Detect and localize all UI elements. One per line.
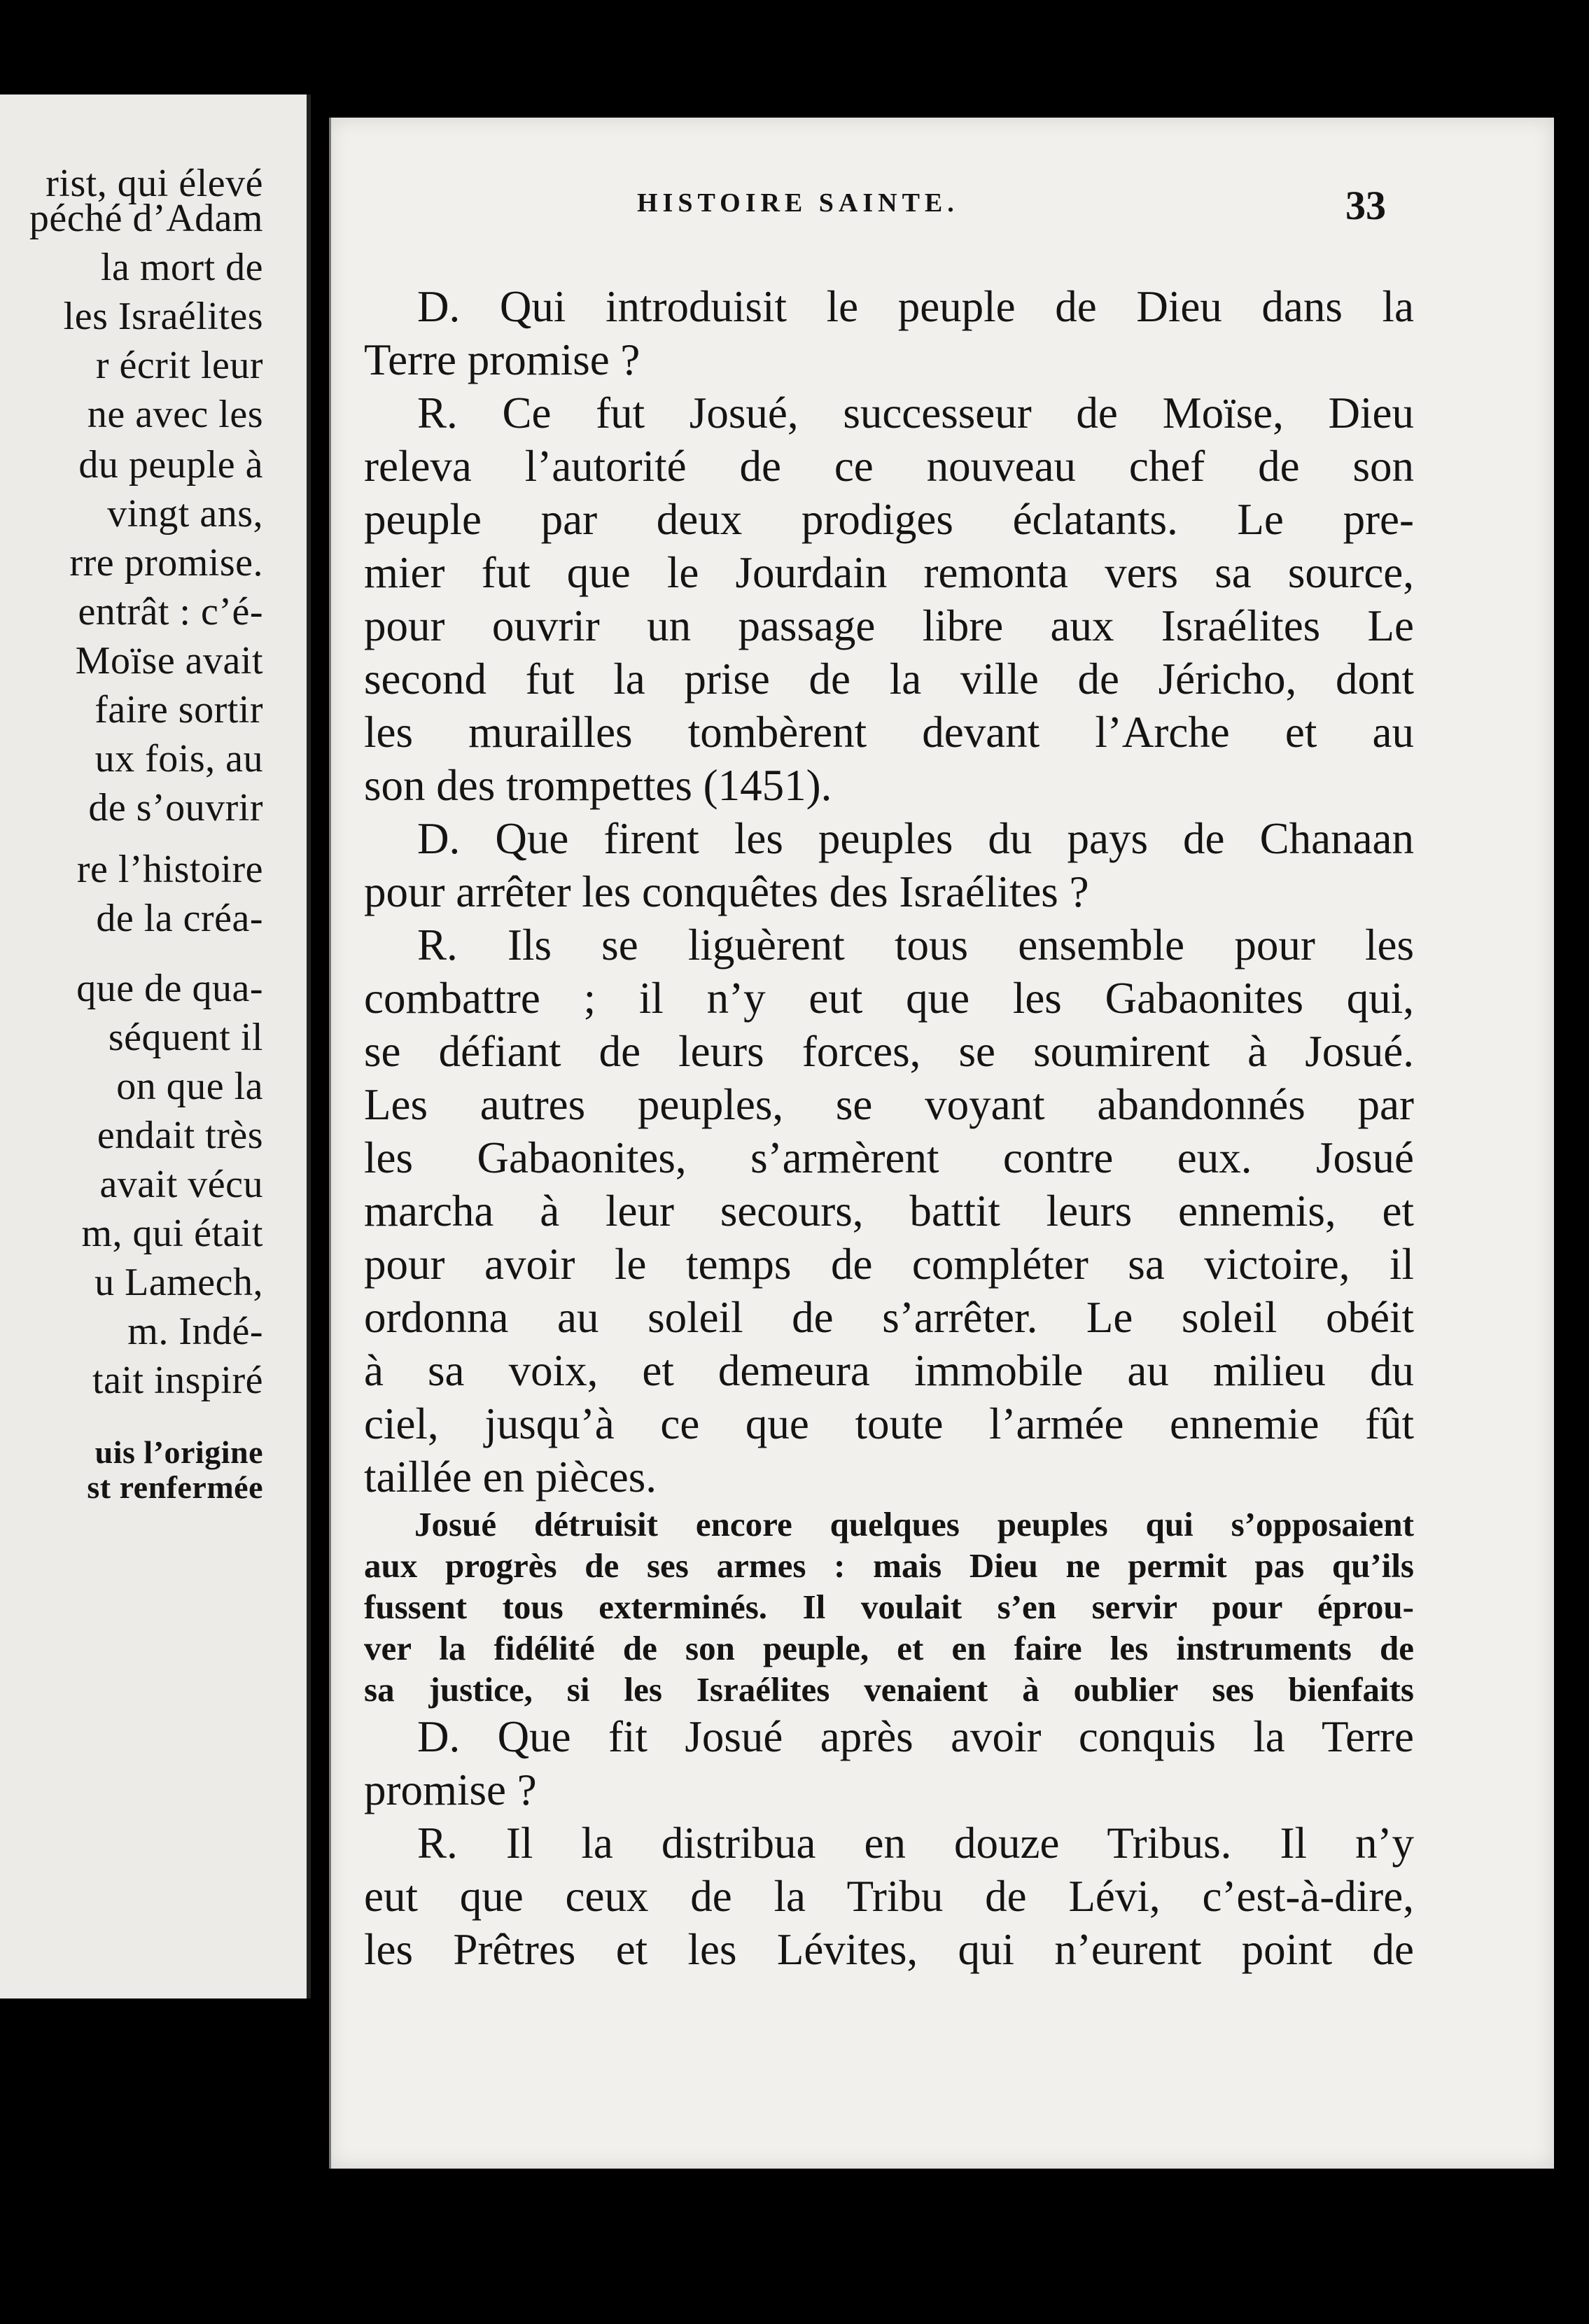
body-text bbox=[364, 280, 1414, 1976]
text-line: R. Il la distribua en douze Tribus. Il n’y bbox=[417, 1819, 1414, 1868]
left-page-line: ux fois, au bbox=[94, 737, 263, 780]
text-line: taillée en pièces. bbox=[364, 1452, 657, 1502]
text-line: ordonna au soleil de s’arrêter. Le soleil obéit bbox=[364, 1293, 1414, 1342]
left-page-line: re l’histoire bbox=[76, 848, 263, 891]
text-line: D. Que fit Josué après avoir conquis la Terre bbox=[417, 1712, 1414, 1761]
text-line: Les autres peuples, se voyant abandonnés par bbox=[364, 1080, 1414, 1129]
left-page-line: rre promise. bbox=[69, 541, 263, 584]
left-page-line: Moïse avait bbox=[75, 639, 263, 682]
running-head: HISTOIRE SAINTE. bbox=[637, 188, 959, 218]
text-line: combattre ; il n’y eut que les Gabaonites qui, bbox=[364, 974, 1414, 1023]
left-page-line: séquent il bbox=[108, 1016, 263, 1059]
text-line: pour avoir le temps de compléter sa victoire, il bbox=[364, 1240, 1414, 1289]
text-line: ciel, jusqu’à ce que toute l’armée ennemie fût bbox=[364, 1399, 1414, 1448]
left-page-line: vingt ans, bbox=[107, 492, 263, 536]
page-number: 33 bbox=[1345, 183, 1386, 228]
left-page-line: avait vécu bbox=[99, 1163, 263, 1206]
text-line: pour ouvrir un passage libre aux Israélites Le bbox=[364, 601, 1414, 650]
text-line: se défiant de leurs forces, se soumirent à Josué. bbox=[364, 1027, 1414, 1076]
left-page-line: rist, qui élevé bbox=[46, 162, 263, 205]
left-page-line: de la créa- bbox=[96, 897, 263, 940]
text-line: à sa voix, et demeura immobile au milieu du bbox=[364, 1346, 1414, 1395]
text-line: eut que ceux de la Tribu de Lévi, c’est-à-dire, bbox=[364, 1872, 1414, 1921]
left-page-line: péché d’Adam bbox=[29, 197, 263, 240]
left-page-line: du peuple à bbox=[78, 443, 263, 486]
left-page-line: m, qui était bbox=[81, 1212, 263, 1255]
text-line: peuple par deux prodiges éclatants. Le pre- bbox=[364, 495, 1414, 544]
left-page-line: que de qua- bbox=[76, 967, 263, 1010]
text-line: D. Qui introduisit le peuple de Dieu dans la bbox=[417, 282, 1414, 331]
footnote-line: ver la fidélité de son peuple, et en faire les instruments de bbox=[364, 1629, 1414, 1667]
text-line: R. Ils se liguèrent tous ensemble pour les bbox=[417, 920, 1414, 969]
page-edge bbox=[329, 118, 331, 2169]
left-page-line: m. Indé- bbox=[127, 1310, 263, 1353]
text-line: promise ? bbox=[364, 1765, 537, 1814]
left-page-line: endait très bbox=[97, 1114, 263, 1157]
text-line: pour arrêter les conquêtes des Israélites ? bbox=[364, 867, 1089, 916]
text-line: son des trompettes (1451). bbox=[364, 761, 832, 810]
text-line: mier fut que le Jourdain remonta vers sa source, bbox=[364, 548, 1414, 597]
left-page-line: tait inspiré bbox=[92, 1359, 263, 1402]
left-page-line: r écrit leur bbox=[95, 344, 263, 387]
footnote-line: sa justice, si les Israélites venaient à oublier ses bienfaits bbox=[364, 1670, 1414, 1709]
left-page-line: de s’ouvrir bbox=[88, 786, 263, 830]
footnote-line: aux progrès de ses armes : mais Dieu ne permit pas qu’ils bbox=[364, 1546, 1414, 1585]
footnote-line: fussent tous exterminés. Il voulait s’en servir pour éprou- bbox=[364, 1588, 1414, 1626]
text-line: les Gabaonites, s’armèrent contre eux. Josué bbox=[364, 1133, 1414, 1182]
left-page-line: st renfermée bbox=[87, 1469, 263, 1505]
text-line: marcha à leur secours, battit leurs ennemis, et bbox=[364, 1186, 1414, 1236]
text-line: D. Que firent les peuples du pays de Chanaan bbox=[417, 814, 1414, 863]
left-page-line: les Israélites bbox=[63, 295, 263, 338]
left-page-line: on que la bbox=[116, 1065, 263, 1108]
left-page-line: faire sortir bbox=[94, 688, 263, 732]
text-line: releva l’autorité de ce nouveau chef de son bbox=[364, 442, 1414, 491]
left-page-line: uis l’origine bbox=[94, 1434, 263, 1470]
right-page bbox=[329, 118, 1554, 2169]
text-line: R. Ce fut Josué, successeur de Moïse, Dieu bbox=[417, 388, 1414, 438]
left-page-line: entrât : c’é- bbox=[78, 590, 263, 634]
footnote-line: Josué détruisit encore quelques peuples qui s’opposaient bbox=[414, 1505, 1414, 1544]
left-page-line: ne avec les bbox=[87, 393, 263, 436]
text-line: Terre promise ? bbox=[364, 335, 640, 384]
left-page-line: u Lamech, bbox=[94, 1261, 263, 1304]
left-page bbox=[0, 94, 311, 1998]
text-line: second fut la prise de la ville de Jéricho, dont bbox=[364, 654, 1414, 704]
left-page-line: la mort de bbox=[100, 246, 263, 289]
text-line: les murailles tombèrent devant l’Arche et au bbox=[364, 708, 1414, 757]
text-line: les Prêtres et les Lévites, qui n’eurent point de bbox=[364, 1925, 1414, 1974]
